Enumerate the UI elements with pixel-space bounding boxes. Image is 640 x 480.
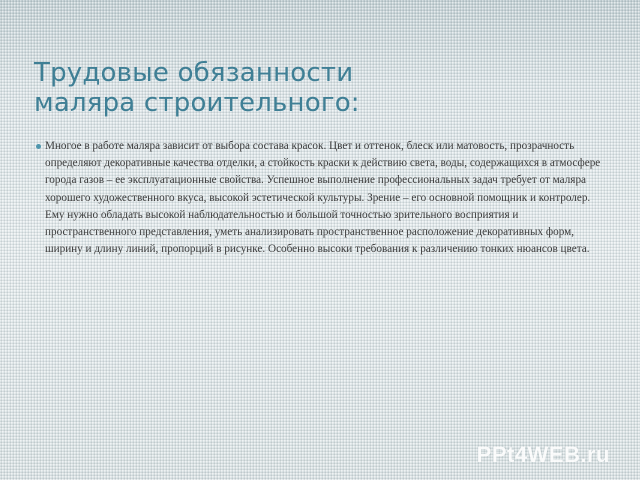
bullet-icon	[36, 144, 41, 149]
watermark-logo: PPt4WEB.ru	[476, 442, 610, 467]
slide-body	[36, 138, 608, 258]
slide-title	[34, 58, 594, 118]
slide-title-line-2: маляра строительного:	[34, 88, 360, 118]
body-paragraph: Многое в работе маляра зависит от выбора состава красок. Цвет и оттенок, блеск или матовость, прозрачность определяют декоративные качества отделки, а стойкость краски к действию света, воды, содержащихся в атмосфере города газов – ее эксплуатационные свойства. Успешное выполнение профессиональных задач требует от маляра хорошего художественного вкуса, высокой эстетической культуры. Зрение – его основной помощник и контролер. Ему нужно обладать высокой наблюдательностью и большой точностью зрительного восприятия и пространственного представления, уметь анализировать пространственное расположение декоративных форм, ширину и длину линий, пропорций в рисунке. Особенно высоки требования к различению тонких нюансов цвета.	[45, 140, 601, 256]
slide-title-line-1: Трудовые обязанности	[34, 58, 354, 88]
